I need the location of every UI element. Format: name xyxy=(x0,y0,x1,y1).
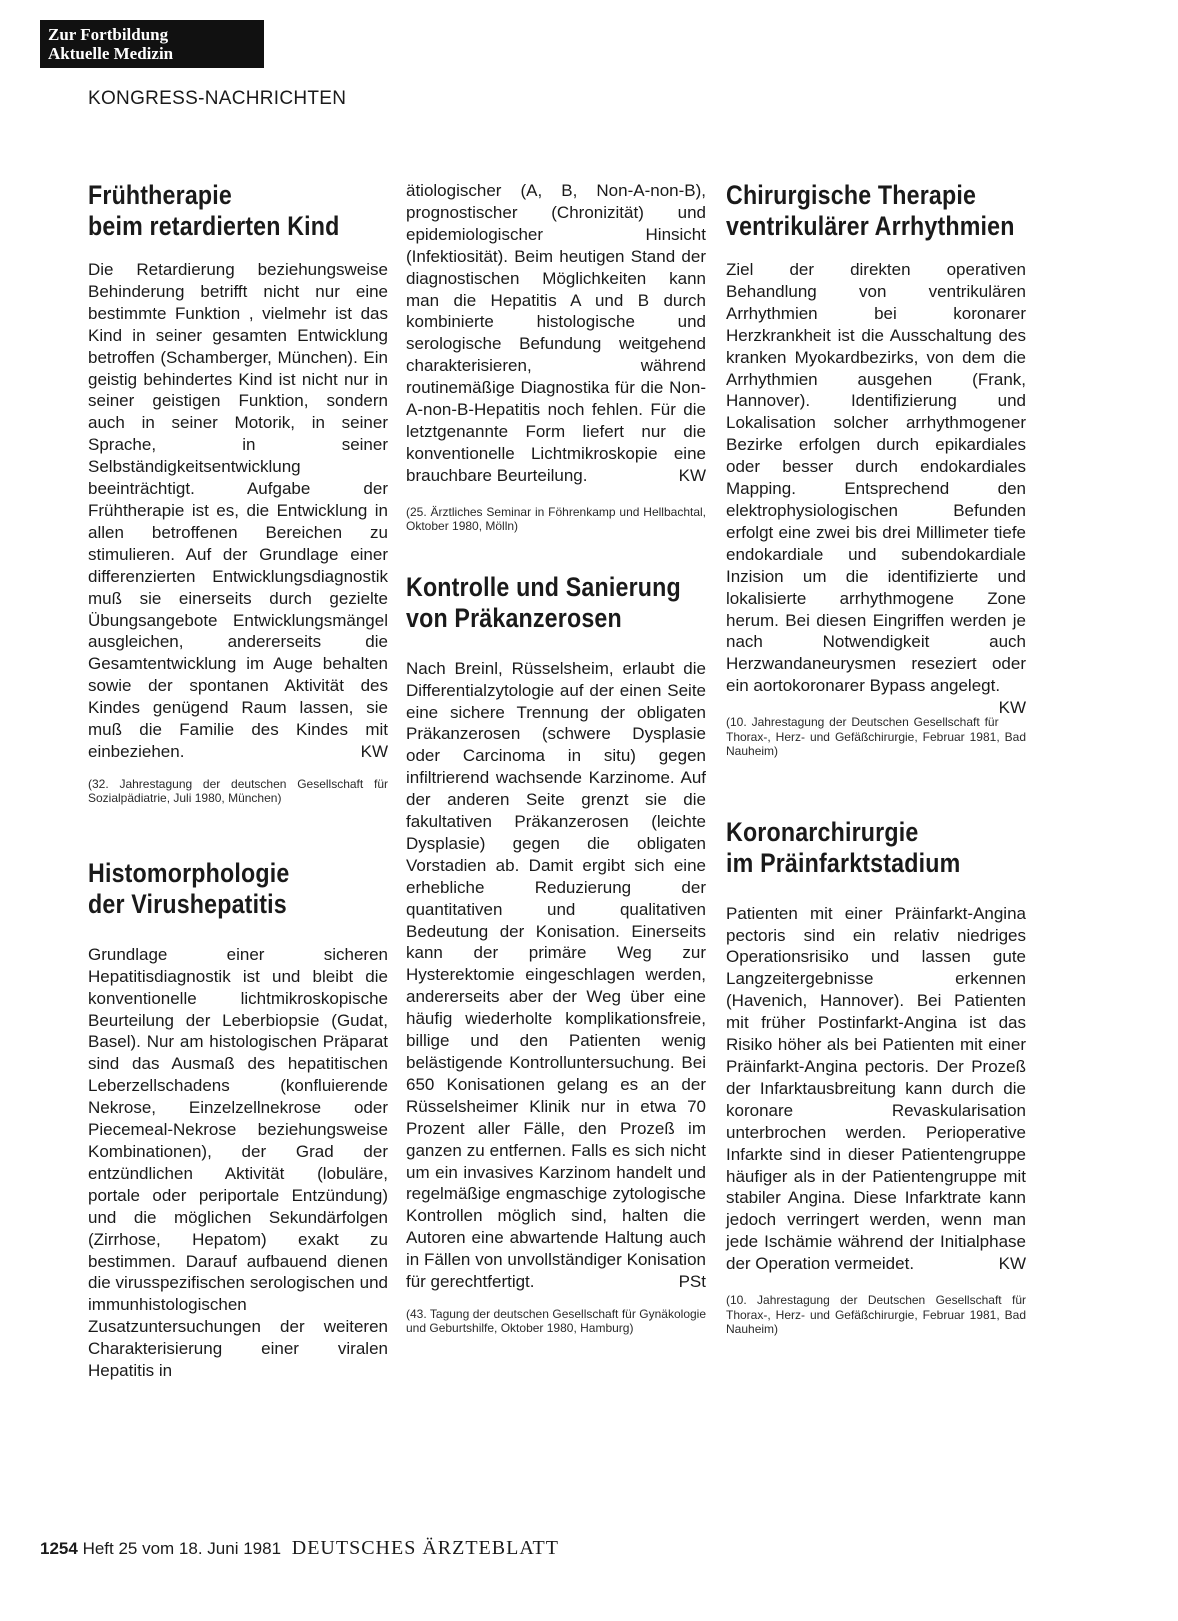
citation-kontrolle: (43. Tagung der deutschen Gesellschaft für Gynäkologie und Geburtshilfe, Oktober 1980, Hamburg) xyxy=(406,1306,706,1336)
article-body-koronar xyxy=(726,903,1026,1275)
page-footer xyxy=(40,1537,559,1560)
author-signature: PSt xyxy=(678,1272,706,1292)
body-text: ätiologischer (A, B, Non-A-non-B), prognostischer (Chronizität) und epidemiologischer Hinsicht (Infektiosität). Beim heutigen Stand der diagnostischen Möglichkeiten kann man die Hepatitis A und B durch kombinierte histologische und serologische Befundung weitgehend charakterisieren, während routinemäßige Diagnostika für die Non-A-non-B-Hepatitis noch fehlen. Für die letztgenannte Form liefert nur die konventionelle Lichtmikroskopie eine brauchbare Beurteilung. xyxy=(406,181,706,485)
rubric-label: KONGRESS-NACHRICHTEN xyxy=(88,88,347,109)
journal-name: DEUTSCHES ÄRZTEBLATT xyxy=(291,1537,559,1559)
page-number: 1254 xyxy=(40,1539,78,1558)
citation-chirurgische: (10. Jahrestagung der Deutschen Gesellschaft für Thorax-, Herz- und Gefäßchirurgie, Februar 1981, Bad Nauheim) xyxy=(726,715,1026,759)
column-3 xyxy=(726,180,1026,1337)
author-signature: KW xyxy=(998,1254,1026,1274)
author-signature: KW xyxy=(998,698,1026,718)
section-badge xyxy=(40,20,264,68)
column-1 xyxy=(88,180,388,1382)
article-title-chirurgische: Chirurgische Therapie ventrikulärer Arrhythmien xyxy=(726,180,1015,241)
article-body-histomorphologie-continued xyxy=(406,180,706,487)
badge-line-1: Zur Fortbildung xyxy=(48,25,169,44)
article-title-histomorphologie: Histomorphologie der Virushepatitis xyxy=(88,857,290,919)
article-title-koronar: Koronarchirurgie im Präinfarktstadium xyxy=(726,816,961,878)
badge-line-2: Aktuelle Medizin xyxy=(48,44,174,63)
body-text: Die Retardierung beziehungsweise Behinderung betrifft nicht nur eine bestimmte Funktion , vielmehr ist das Kind in seiner gesamten Entwicklung betroffen (Schamberger, München). Ein geistig behindertes Kind ist nicht nur in seiner geistigen Funktion, sondern auch in seiner Motorik, in seiner Sprache, in seiner Selbständigkeitsentwicklung beeinträchtigt. Aufgabe der Frühtherapie ist es, die Entwicklung in allen betroffenen Bereichen zu stimulieren. Auf der Grundlage einer differenzierten Entwicklungsdiagnostik muß sie einerseits durch gezielte Übungsangebote Entwicklungsmängel ausgleichen, andererseits die Gesamtentwicklung im Auge behalten sowie der spontanen Aktivität des Kindes genügend Raum lassen, sie muß die Familie des Kindes mit einbeziehen. xyxy=(88,260,388,761)
author-signature: KW xyxy=(360,741,388,761)
article-body-fruehtherapie xyxy=(88,259,388,763)
article-title-fruehtherapie: Frühtherapie beim retardierten Kind xyxy=(88,180,340,241)
citation-fruehtherapie: (32. Jahrestagung der deutschen Gesellschaft für Sozialpädiatrie, Juli 1980, München) xyxy=(88,776,388,806)
article-body-chirurgische xyxy=(726,259,1026,718)
article-title-kontrolle: Kontrolle und Sanierung von Präkanzerosen xyxy=(406,571,681,633)
body-text: Patienten mit einer Präinfarkt-Angina pectoris sind ein relativ niedriges Operationsrisiko und lassen gute Langzeitergebnisse erkennen (Havenich, Hannover). Bei Patienten mit früher Postinfarkt-Angina ist das Risiko höher als bei Patienten mit einer Präinfarkt-Angina pectoris. Der Prozeß der Infarktausbreitung kann durch die koronare Revaskularisation unterbrochen werden. Perioperative Infarkte sind in dieser Patientengruppe häufiger als in der Patientengruppe mit stabiler Angina. Diese Infarktrate kann jedoch verringert werden, wenn man jede Ischämie während der Initialphase der Operation vermeidet. xyxy=(726,903,1026,1274)
issue-info: Heft 25 vom 18. Juni 1981 xyxy=(82,1539,282,1558)
citation-koronar: (10. Jahrestagung der Deutschen Gesellschaft für Thorax-, Herz- und Gefäßchirurgie, Februar 1981, Bad Nauheim) xyxy=(726,1293,1026,1337)
citation-histomorphologie: (25. Ärztliches Seminar in Föhrenkamp und Hellbachtal, Oktober 1980, Mölln) xyxy=(406,504,706,534)
article-body-histomorphologie: Grundlage einer sicheren Hepatitisdiagnostik ist und bleibt die konventionelle lichtmikroskopische Beurteilung der Leberbiopsie (Gudat, Basel). Nur am histologischen Präparat sind das Ausmaß des hepatitischen Leberzellschadens (konfluierende Nekrose, Einzelzellnekrose oder Piecemeal-Nekrose beziehungsweise Kombinationen), der Grad der entzündlichen Aktivität (lobuläre, portale oder periportale Entzündung) und die möglichen Sekundärfolgen (Zirrhose, Hepatom) exakt zu bestimmen. Darauf aufbauend dienen die virusspezifischen serologischen und immunhistologischen Zusatzuntersuchungen der weiteren Charakterisierung einer viralen Hepatitis in xyxy=(88,944,388,1381)
body-text: Nach Breinl, Rüsselsheim, erlaubt die Differentialzytologie auf der einen Seite eine sichere Trennung der obligaten Präkanzerosen (schwere Dysplasie oder Carcinoma in situ) gegen infiltrierend wachsende Karzinome. Auf der anderen Seite grenzt sie die fakultativen Präkanzerosen (leichte Dysplasie) gegen die obligaten Vorstadien ab. Damit ergibt sich eine erhebliche Reduzierung der quantitativen und qualitativen Bedeutung der Konisation. Einerseits kann der primäre Weg zur Hysterektomie eingeschlagen werden, andererseits aber der Weg über eine häufig wiederholte komplikationsfreie, billige und den Patienten wenig belästigende Kontrolluntersuchung. Bei 650 Konisationen gelang es an der Rüsselsheimer Klinik nur in etwa 70 Prozent aller Fälle, den Prozeß im ganzen zu entfernen. Falls es sich nicht um ein invasives Karzinom handelt und regelmäßige engmaschige zytologische Kontrollen möglich sind, halten die Autoren eine abwartende Haltung auch in Fällen von unvollständiger Konisation für gerechtfertigt. xyxy=(406,658,706,1292)
column-2 xyxy=(406,180,706,1336)
body-text: Ziel der direkten operativen Behandlung von ventrikulären Arrhythmien bei koronarer Herzkrankheit ist die Ausschaltung des kranken Myokardbezirks, von dem die Arrhythmien ausgehen (Frank, Hannover). Identifizierung und Lokalisation solcher arrhythmogener Bezirke erfolgen durch epikardiales oder besser durch endokardiales Mapping. Entsprechend den elektrophysiologischen Befunden erfolgt eine zwei bis drei Millimeter tiefe endokardiale und subendokardiale Inzision um die identifizierte und lokalisierte arrhythmogene Zone herum. Bei diesen Eingriffen werden je nach Notwendigkeit auch Herzwandaneurysmen reseziert oder ein aortokoronarer Bypass angelegt. xyxy=(726,260,1026,696)
article-body-kontrolle xyxy=(406,658,706,1293)
author-signature: KW xyxy=(678,465,706,485)
